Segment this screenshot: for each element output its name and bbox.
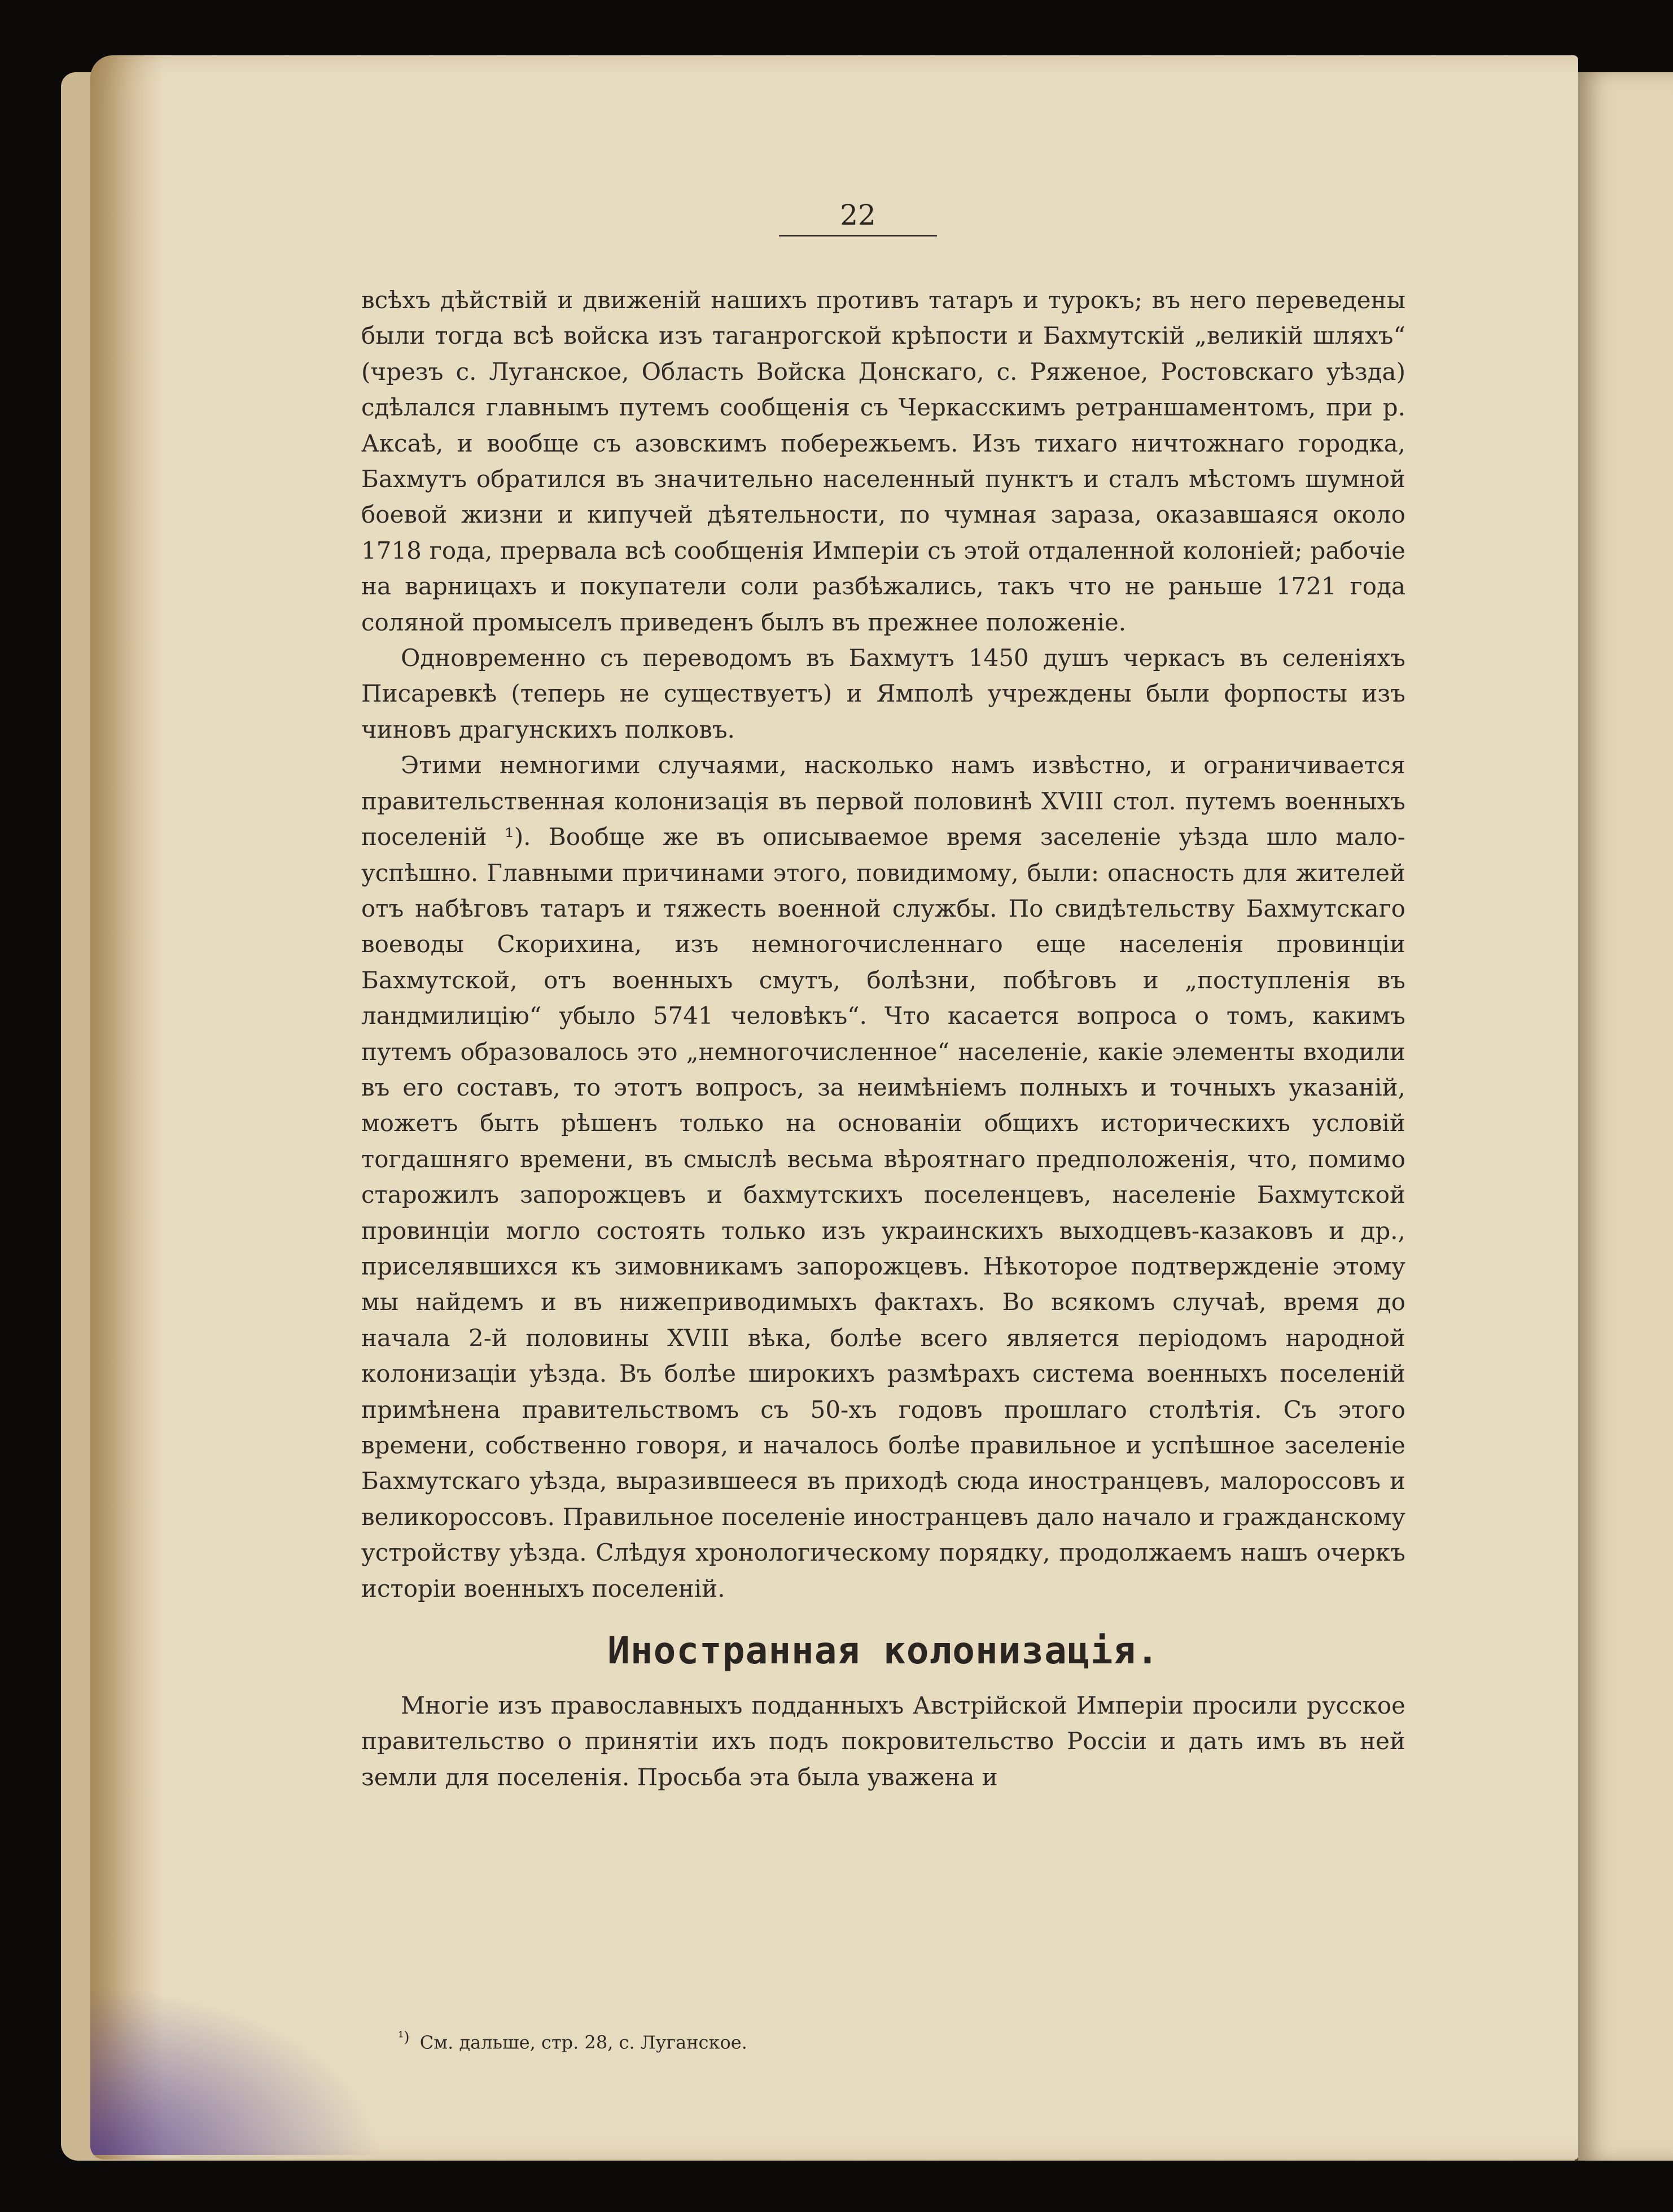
page-body xyxy=(361,282,1405,1795)
section-heading: Иностранная колонизація. xyxy=(607,1629,1159,1673)
paragraph-3: Этими немногими случаями, насколько намъ извѣстно, и ограничивается правительственная колонизація въ первой половинѣ XVIII стол. путемъ военныхъ поселеній ¹). Вообще же въ описываемое время заселеніе уѣзда шло мало-успѣшно. Главными причинами этого, повидимому, были: опасность для жителей отъ набѣговъ татаръ и тяжесть военной службы. По свидѣтельству Бахмутскаго воеводы Скорихина, изъ немногочисленнаго еще населенія провинціи Бахмутской, отъ военныхъ смутъ, болѣзни, побѣговъ и „поступленія въ ландмилицію“ убыло 5741 человѣкъ“. Что касается вопроса о томъ, какимъ путемъ образовалось это „немногочисленное“ населеніе, какіе элементы входили въ его составъ, то этотъ вопросъ, за неимѣніемъ полныхъ и точныхъ указаній, можетъ быть рѣшенъ только на основаніи общихъ историческихъ условій тогдашняго времени, въ смыслѣ весьма вѣроятнаго предположенія, что, помимо старожилъ запорожцевъ и бахмутскихъ поселенцевъ, населеніе Бахмутской провинціи могло состоять только изъ украинскихъ выходцевъ-казаковъ и др., приселявшихся къ зимовникамъ запорожцевъ. Нѣкоторое подтвержденіе этому мы найдемъ и въ нижеприводимыхъ фактахъ. Во всякомъ случаѣ, время до начала 2-й половины XVIII вѣка, болѣе всего является періодомъ народной колонизаціи уѣзда. Въ болѣе широкихъ размѣрахъ система военныхъ поселеній примѣнена правительствомъ съ 50-хъ годовъ прошлаго столѣтія. Съ этого времени, собственно говоря, и началось болѣе правильное и успѣшное заселеніе Бахмутскаго уѣзда, выразившееся въ приходѣ сюда иностранцевъ, малороссовъ и великороссовъ. Правильное поселеніе иностранцевъ дало начало и гражданскому устройству уѣзда. Слѣдуя хронологическому порядку, продолжаемъ нашъ очеркъ исторіи военныхъ поселеній. xyxy=(361,751,1405,1602)
section-paragraph: Многіе изъ православныхъ подданныхъ Австрійской Имперіи просили русское правительство о принятіи ихъ подъ покровительство Россіи и дать имъ въ ней земли для поселенія. Просьба эта была уважена и xyxy=(361,1692,1405,1791)
ink-stain xyxy=(90,1986,384,2155)
footnote xyxy=(398,2029,747,2053)
footnote-text: См. дальше, стр. 28, с. Луганское. xyxy=(419,2031,747,2053)
page-edge-stain xyxy=(90,55,164,2160)
page-number: 22 xyxy=(779,199,937,236)
paragraph-1: всѣхъ дѣйствій и движеній нашихъ противъ татаръ и турокъ; въ него переведены были тогда всѣ войска изъ таганрогской крѣпости и Бахмутскій „великій шляхъ“ (чрезъ с. Луганское, Область Войска Донскаго, с. Ряженое, Ростовскаго уѣзда) сдѣлался главнымъ путемъ сообщенія съ Черкасскимъ ретраншаментомъ, при р. Аксаѣ, и вообще съ азовскимъ побережьемъ. Изъ тихаго ничтожнаго городка, Бахмутъ обратился въ значительно населенный пунктъ и сталъ мѣстомъ шумной боевой жизни и кипучей дѣятельности, по чумная зараза, оказавшаяся около 1718 года, прервала всѣ сообщенія Имперіи съ этой отдаленной колоніей; рабочіе на варницахъ и покупатели соли разбѣжались, такъ что не раньше 1721 года соляной промыселъ приведенъ былъ въ прежнее положеніе. xyxy=(361,286,1405,636)
paragraph-2: Одновременно съ переводомъ въ Бахмутъ 1450 душъ черкасъ въ селеніяхъ Писаревкѣ (теперь не существуетъ) и Ямполѣ учреждены были форпосты изъ чиновъ драгунскихъ полковъ. xyxy=(361,644,1405,743)
adjacent-page-edge xyxy=(1575,72,1673,2161)
footnote-mark: ¹) xyxy=(398,2029,410,2046)
